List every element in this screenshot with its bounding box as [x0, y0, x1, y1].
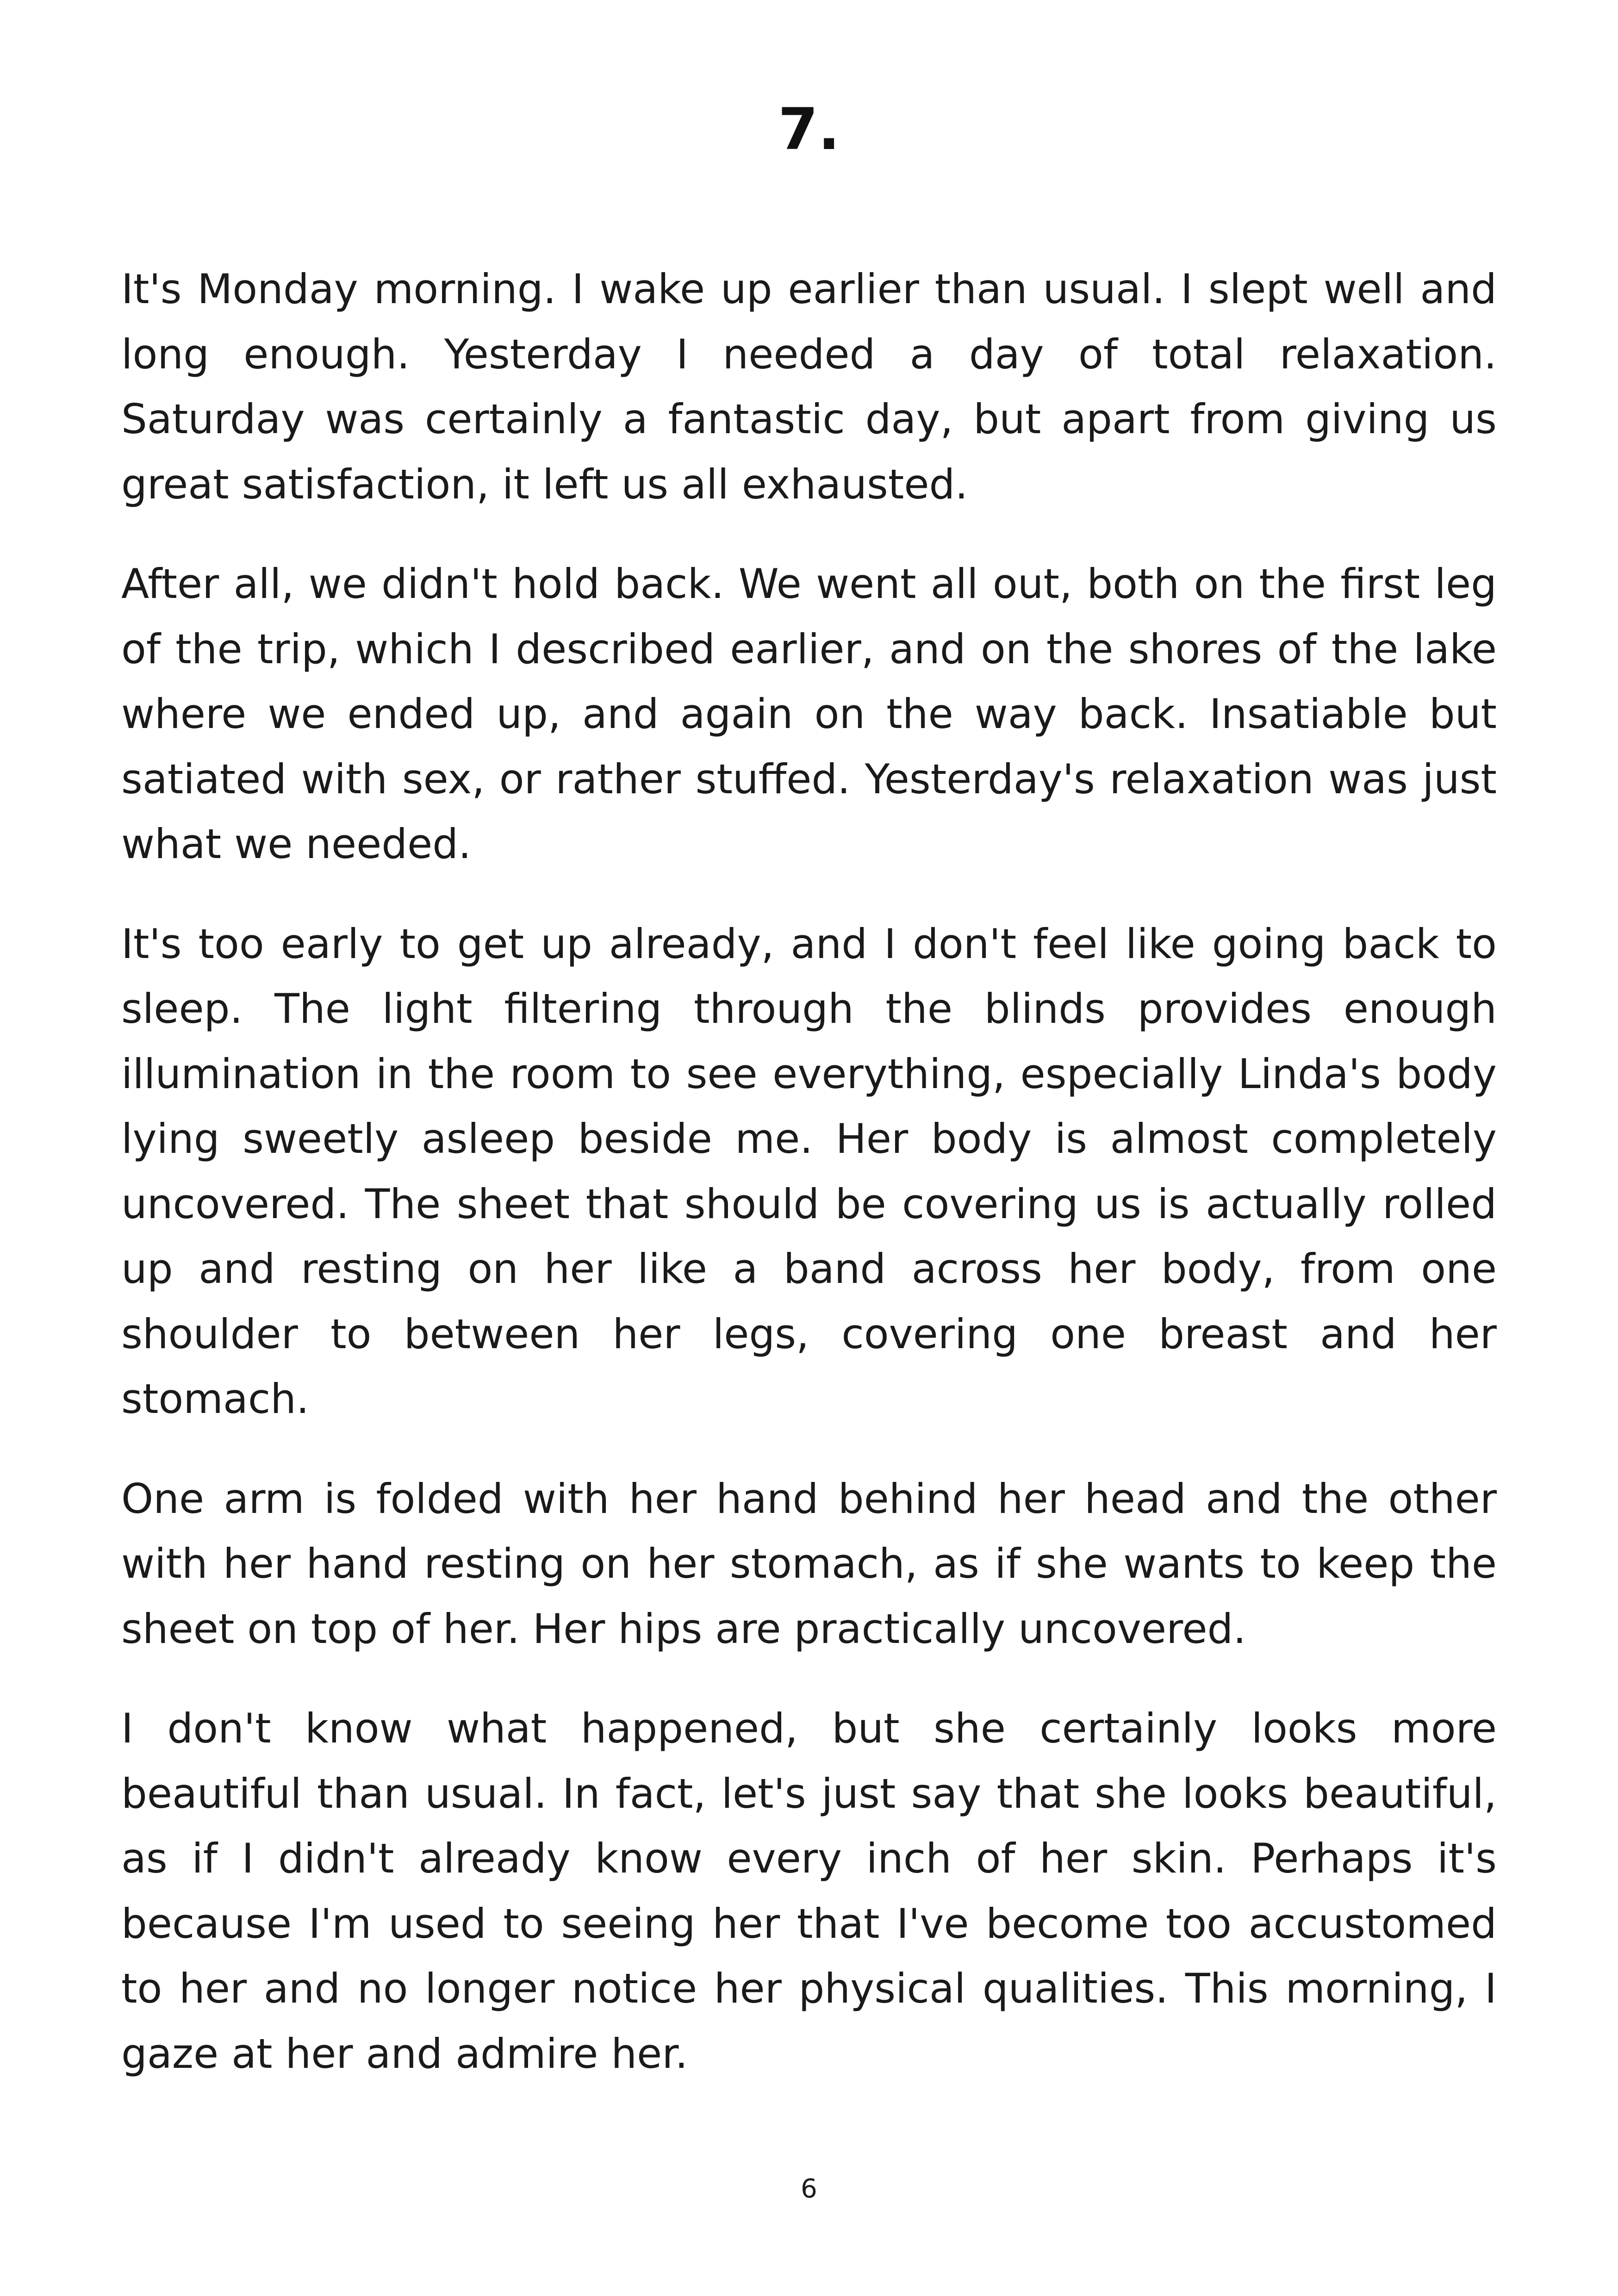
paragraph: It's Monday morning. I wake up earlier than usual. I slept well and long enough. Yesterday I needed a day of total relaxation. Saturday was certainly a fantastic day, but apart from giving us great satisfaction, it left us all exhausted.	[121, 265, 1497, 508]
paragraph: After all, we didn't hold back. We went all out, both on the first leg of the trip, which I described earlier, and on the shores of the lake where we ended up, and again on the way back. Insatiable but satiated with sex, or rather stuffed. Yesterday's relaxation was just what we needed.	[121, 560, 1497, 868]
paragraph: It's too early to get up already, and I don't feel like going back to sleep. The light filtering through the blinds provides enough illumination in the room to see everything, especially Linda's body lying sweetly asleep beside me. Her body is almost completely uncovered. The sheet that should be covering us is actually rolled up and resting on her like a band across her body, from one shoulder to between her legs, covering one breast and her stomach.	[121, 920, 1497, 1423]
chapter-title: 7.	[778, 96, 840, 163]
paragraph: I don't know what happened, but she certainly looks more beautiful than usual. In fact, let's just say that she looks beautiful, as if I didn't already know every inch of her skin. Perhaps it's because I'm used to seeing her that I've become too accustomed to her and no longer notice her physical qualities. This morning, I gaze at her and admire her.	[121, 1705, 1497, 2078]
chapter-body	[121, 257, 1497, 2121]
paragraph: One arm is folded with her hand behind her head and the other with her hand resting on her stomach, as if she wants to keep the sheet on top of her. Her hips are practically uncovered.	[121, 1475, 1497, 1653]
page-number: 6	[801, 2174, 817, 2204]
